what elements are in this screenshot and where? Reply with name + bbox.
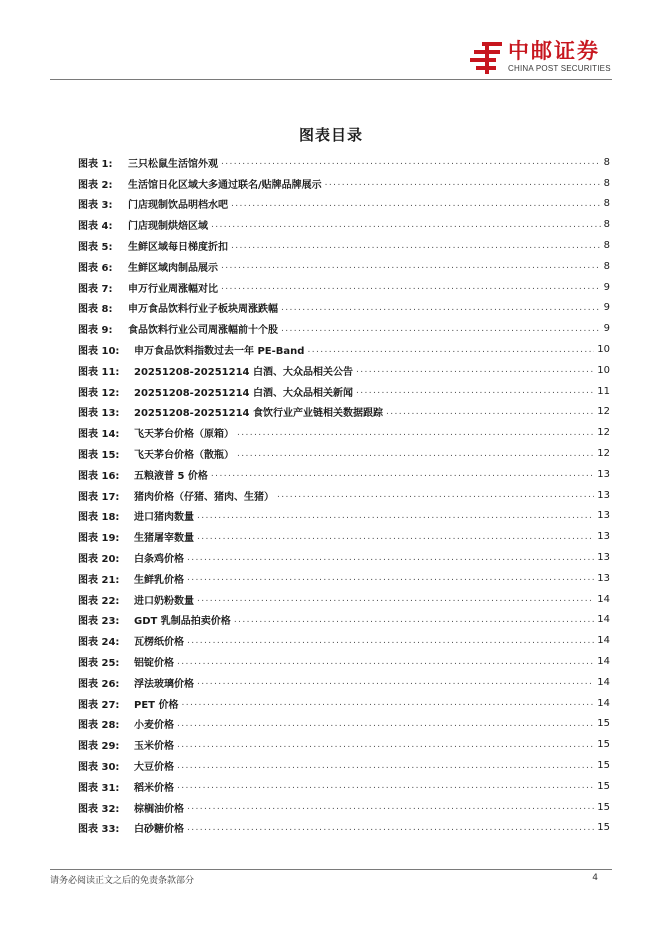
toc-entry-title: 棕榈油价格: [134, 803, 184, 815]
toc-entry[interactable]: [78, 422, 610, 443]
logo-chinese-name: 中邮证券: [508, 39, 600, 63]
toc-entry[interactable]: [78, 547, 610, 568]
toc-entry-page: 12: [597, 427, 610, 439]
toc-entry-page: 9: [603, 323, 610, 335]
toc-entry-label: 图表 11:: [78, 366, 120, 378]
toc-entry[interactable]: [78, 298, 610, 319]
toc-entry-page: 9: [603, 281, 610, 293]
toc-entry-label: 图表 23:: [78, 616, 120, 628]
toc-dot-leader: [231, 241, 601, 251]
toc-entry-page: 13: [597, 572, 610, 584]
toc-entry[interactable]: [78, 152, 610, 173]
toc-entry-label: 图表 10:: [78, 346, 120, 358]
toc-entry-label: 图表 28:: [78, 720, 120, 732]
toc-entry-title: 生猪屠宰数量: [134, 533, 194, 545]
toc-entry-label: 图表 1:: [78, 158, 113, 170]
toc-dot-leader: [386, 407, 594, 417]
toc-entry-title: 五粮液普 5 价格: [134, 470, 208, 482]
toc-entry-title: 玉米价格: [134, 741, 174, 753]
toc-entry[interactable]: [78, 485, 610, 506]
toc-dot-leader: [187, 823, 594, 833]
toc-entry-page: 14: [597, 697, 610, 709]
toc-entry-label: 图表 26:: [78, 678, 120, 690]
toc-entry[interactable]: [78, 651, 610, 672]
toc-entry-title: 白条鸡价格: [134, 554, 184, 566]
toc-entry[interactable]: [78, 589, 610, 610]
toc-dot-leader: [181, 698, 594, 708]
toc-entry-label: 图表 25:: [78, 658, 120, 670]
toc-entry[interactable]: [78, 568, 610, 589]
toc-entry[interactable]: [78, 526, 610, 547]
toc-title: 图表目录: [298, 126, 363, 144]
toc-dot-leader: [177, 657, 594, 667]
toc-entry-label: 图表 15:: [78, 450, 120, 462]
toc-dot-leader: [187, 802, 594, 812]
toc-entry-label: 图表 32:: [78, 803, 120, 815]
toc-entry-page: 15: [597, 739, 610, 751]
toc-entry-title: 白砂糖价格: [134, 824, 184, 836]
toc-entry-label: 图表 24:: [78, 637, 120, 649]
toc-entry[interactable]: [78, 734, 610, 755]
toc-dot-leader: [177, 740, 594, 750]
toc-entry[interactable]: [78, 506, 610, 527]
toc-entry-label: 图表 12:: [78, 387, 120, 399]
toc-dot-leader: [187, 553, 594, 563]
toc-entry[interactable]: [78, 464, 610, 485]
toc-entry-page: 12: [597, 406, 610, 418]
toc-entry-label: 图表 33:: [78, 824, 120, 836]
toc-entry-title: GDT 乳制品拍卖价格: [134, 616, 231, 628]
toc-dot-leader: [221, 282, 601, 292]
footer-divider: [50, 869, 612, 870]
toc-entry-title: 生活馆日化区域大多通过联名/贴牌品牌展示: [128, 179, 322, 191]
toc-entry-page: 8: [603, 240, 610, 252]
toc-dot-leader: [281, 303, 601, 313]
toc-entry-title: 瓦楞纸价格: [134, 637, 184, 649]
toc-entry-page: 9: [603, 302, 610, 314]
toc-entry-title: 生鲜乳价格: [134, 574, 184, 586]
toc-entry-label: 图表 13:: [78, 408, 120, 420]
toc-dot-leader: [197, 532, 594, 542]
toc-entry-page: 8: [603, 219, 610, 231]
toc-entry-title: 大豆价格: [134, 762, 174, 773]
toc-entry-label: 图表 27:: [78, 699, 120, 711]
toc-entry-title: 三只松鼠生活馆外观: [128, 158, 218, 170]
toc-entry-page: 8: [603, 177, 610, 189]
toc-entry[interactable]: [78, 318, 610, 339]
toc-entry-label: 图表 3:: [78, 200, 113, 212]
toc-entry-label: 图表 30:: [78, 762, 120, 773]
toc-entry-label: 图表 6:: [78, 262, 113, 274]
toc-entry-page: 13: [597, 468, 610, 480]
toc-entry-label: 图表 8:: [78, 304, 113, 316]
toc-entry-page: 13: [597, 489, 610, 501]
toc-entry[interactable]: [78, 173, 610, 194]
toc-entry-label: 图表 31:: [78, 782, 120, 794]
toc-entry-title: 生鲜区域每日梯度折扣: [128, 242, 228, 254]
toc-entry[interactable]: [78, 339, 610, 360]
toc-entry-page: 15: [597, 780, 610, 792]
toc-entry[interactable]: [78, 443, 610, 464]
toc-entry-title: 20251208-20251214 白酒、大众品相关公告: [134, 366, 353, 378]
toc-dot-leader: [356, 365, 594, 375]
toc-dot-leader: [234, 615, 594, 625]
toc-entry[interactable]: [78, 755, 610, 776]
toc-entry[interactable]: [78, 610, 610, 631]
toc-entry-title: 生鲜区域肉制品展示: [128, 262, 218, 274]
toc-entry[interactable]: [78, 693, 610, 714]
toc-dot-leader: [177, 781, 594, 791]
toc-entry-page: 8: [603, 198, 610, 210]
toc-entry-title: 门店现制烘焙区域: [128, 221, 208, 233]
toc-entry[interactable]: [78, 214, 610, 235]
toc-entry[interactable]: [78, 672, 610, 693]
toc-entry-title: 铝锭价格: [134, 658, 174, 670]
toc-entry-page: 15: [597, 760, 610, 771]
toc-entry[interactable]: [78, 630, 610, 651]
toc-dot-leader: [211, 220, 601, 230]
toc-entry-page: 15: [597, 718, 610, 730]
toc-dot-leader: [356, 386, 594, 396]
toc-dot-leader: [325, 178, 601, 188]
toc-dot-leader: [307, 345, 594, 355]
toc-dot-leader: [177, 719, 594, 729]
toc-entry-page: 13: [597, 531, 610, 543]
toc-entry[interactable]: [78, 235, 610, 256]
toc-dot-leader: [237, 428, 594, 438]
toc-entry-label: 图表 20:: [78, 554, 120, 566]
toc-entry[interactable]: [78, 714, 610, 735]
toc-entry[interactable]: [78, 256, 610, 277]
logo-english-name: CHINA POST SECURITIES: [508, 64, 611, 73]
china-post-logo-icon: [468, 40, 504, 76]
toc-dot-leader: [197, 677, 594, 687]
toc-entry-page: 14: [597, 635, 610, 647]
toc-dot-leader: [281, 324, 601, 334]
toc-entry-title: 20251208-20251214 白酒、大众品相关新闻: [134, 387, 353, 399]
toc-entry-label: 图表 2:: [78, 179, 113, 191]
toc-entry-title: 门店现制饮品明档水吧: [128, 200, 228, 212]
china-post-securities-logo: [468, 40, 618, 76]
toc-dot-leader: [187, 636, 594, 646]
toc-entry-label: 图表 4:: [78, 221, 113, 233]
toc-entry-page: 10: [597, 344, 610, 356]
toc-entry-page: 14: [597, 656, 610, 668]
page-header: [0, 0, 662, 80]
toc-dot-leader: [221, 157, 601, 167]
toc-entry[interactable]: [78, 277, 610, 298]
toc-entry-title: 20251208-20251214 食饮行业产业链相关数据跟踪: [134, 408, 383, 420]
toc-dot-leader: [187, 573, 594, 583]
toc-entry-label: 图表 5:: [78, 242, 113, 254]
toc-dot-leader: [221, 261, 601, 271]
toc-entry[interactable]: [78, 194, 610, 215]
toc-dot-leader: [197, 594, 594, 604]
toc-entry-title: 进口奶粉数量: [134, 595, 194, 607]
toc-entry[interactable]: [78, 776, 610, 797]
toc-entry-page: 8: [603, 260, 610, 272]
toc-entry-title: PET 价格: [134, 699, 179, 711]
toc-entry-title: 浮法玻璃价格: [134, 678, 194, 690]
toc-entry-page: 12: [597, 448, 610, 460]
toc-entry-label: 图表 21:: [78, 574, 120, 586]
toc-entry-title: 食品饮料行业公司周涨幅前十个股: [128, 325, 278, 337]
toc-entry-title: 申万食品饮料行业子板块周涨跌幅: [128, 304, 278, 316]
toc-entry-page: 11: [597, 385, 610, 397]
toc-entry-title: 猪肉价格（仔猪、猪肉、生猪）: [134, 491, 274, 503]
toc-entry-page: 14: [597, 614, 610, 626]
toc-entry-label: 图表 17:: [78, 491, 120, 503]
toc-dot-leader: [177, 761, 594, 771]
toc-entry-title: 飞天茅台价格（原箱）: [134, 429, 234, 441]
toc-dot-leader: [231, 199, 601, 209]
toc-entry-label: 图表 14:: [78, 429, 120, 441]
toc-entry-page: 8: [603, 156, 610, 168]
toc-entry[interactable]: [78, 360, 610, 381]
toc-entry-label: 图表 7:: [78, 283, 113, 295]
toc-entry-page: 15: [597, 822, 610, 834]
page-number: 4: [592, 873, 598, 883]
table-of-figures: [78, 152, 610, 838]
toc-dot-leader: [237, 449, 594, 459]
toc-entry-title: 进口猪肉数量: [134, 512, 194, 524]
toc-entry-title: 申万食品饮料指数过去一年 PE-Band: [134, 346, 305, 358]
toc-entry-page: 13: [597, 510, 610, 522]
toc-entry-page: 13: [597, 552, 610, 564]
toc-entry-page: 14: [597, 676, 610, 688]
toc-dot-leader: [277, 490, 594, 500]
toc-entry-page: 14: [597, 593, 610, 605]
toc-entry-page: 15: [597, 801, 610, 813]
toc-dot-leader: [211, 469, 594, 479]
toc-entry-label: 图表 9:: [78, 325, 113, 337]
toc-entry-label: 图表 16:: [78, 470, 120, 482]
footer-disclaimer: 请务必阅读正文之后的免责条款部分: [50, 876, 195, 886]
toc-entry-label: 图表 18:: [78, 512, 120, 524]
header-divider: [50, 79, 612, 80]
toc-entry[interactable]: [78, 381, 610, 402]
toc-entry-label: 图表 29:: [78, 741, 120, 753]
toc-entry-label: 图表 19:: [78, 533, 120, 545]
toc-entry-title: 飞天茅台价格（散瓶）: [134, 450, 234, 462]
toc-entry[interactable]: [78, 402, 610, 423]
toc-entry-page: 10: [597, 364, 610, 376]
toc-dot-leader: [197, 511, 594, 521]
toc-entry-title: 小麦价格: [134, 720, 174, 732]
toc-entry[interactable]: [78, 818, 610, 839]
toc-entry-title: 申万行业周涨幅对比: [128, 283, 218, 295]
toc-entry-label: 图表 22:: [78, 595, 120, 607]
toc-entry[interactable]: [78, 797, 610, 818]
toc-entry-title: 稻米价格: [134, 782, 174, 794]
